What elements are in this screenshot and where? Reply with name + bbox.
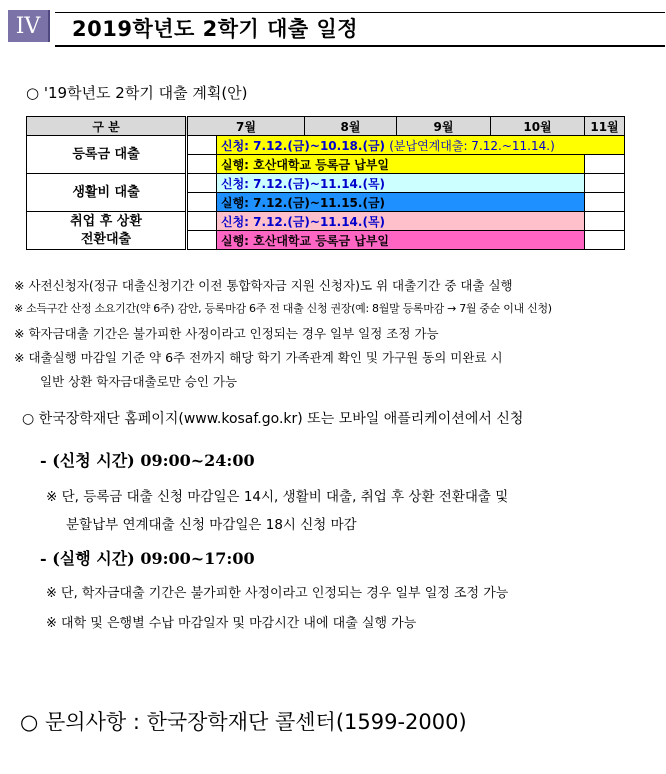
month-7: 7월: [187, 117, 305, 136]
table-row: [27, 212, 625, 231]
category-conversion: [27, 212, 187, 250]
plan-title: ○ '19학년도 2학기 대출 계획(안): [26, 84, 248, 102]
execute-bar-living: 실행: 7.12.(금)~11.15.(금): [217, 193, 585, 212]
table-row: [27, 136, 625, 155]
apply-note: (분납연계대출: 7.12.~11.14.): [389, 138, 555, 153]
page-title: 2019학년도 2학기 대출 일정: [72, 17, 359, 41]
apply-note-1: ※ 단, 등록금 대출 신청 마감일은 14시, 생활비 대출, 취업 후 상환 전환대출 및: [46, 489, 509, 505]
section-number-badge: IV: [8, 10, 50, 42]
category-line1: 취업 후 상환: [70, 213, 142, 229]
note-5: 일반 상환 학자금대출로만 승인 가능: [40, 374, 238, 389]
month-9: 9월: [397, 117, 491, 136]
table-row: [27, 174, 625, 193]
apply-bar-tuition: [217, 136, 625, 155]
category-line2: 전환대출: [80, 231, 132, 247]
apply-note-2: 분할납부 연계대출 신청 마감일은 18시 신청 마감: [66, 517, 357, 533]
exec-note-2: ※ 대학 및 은행별 수납 마감일자 및 마감시간 내에 대출 실행 가능: [46, 616, 417, 631]
note-1: ※ 사전신청자(정규 대출신청기간 이전 통합학자금 지원 신청자)도 위 대출기간 중 대출 실행: [14, 278, 513, 293]
table-header-row: [27, 117, 625, 136]
execute-bar-tuition: 실행: 호산대학교 등록금 납부일: [217, 155, 585, 174]
month-11: 11월: [585, 117, 625, 136]
note-3: ※ 학자금대출 기간은 불가피한 사정이라고 인정되는 경우 일부 일정 조정 가능: [14, 326, 439, 341]
apply-heading: ○ 한국장학재단 홈페이지(www.kosaf.go.kr) 또는 모바일 애플리케이션에서 신청: [22, 411, 524, 427]
col-header: 구 분: [27, 117, 187, 136]
execute-bar-conversion: 실행: 호산대학교 등록금 납부일: [217, 231, 585, 250]
note-2: ※ 소득구간 산정 소요기간(약 6주) 감안, 등록마감 6주 전 대출 신청 권장(예: 8월말 등록마감 → 7월 중순 이내 신청): [14, 302, 552, 315]
exec-note-1: ※ 단, 학자금대출 기간은 불가피한 사정이라고 인정되는 경우 일부 일정 조정 가능: [46, 586, 509, 601]
schedule-table: [26, 116, 625, 250]
category-living: 생활비 대출: [27, 174, 187, 212]
apply-time: - (신청 시간) 09:00~24:00: [40, 451, 255, 470]
category-tuition: 등록금 대출: [27, 136, 187, 174]
apply-bar-conversion: 신청: 7.12.(금)~11.14.(목): [217, 212, 585, 231]
exec-time: - (실행 시간) 09:00~17:00: [40, 549, 255, 568]
month-10: 10월: [491, 117, 585, 136]
month-8: 8월: [305, 117, 397, 136]
apply-text: 신청: 7.12.(금)~10.18.(금): [221, 138, 386, 153]
apply-bar-living: 신청: 7.12.(금)~11.14.(목): [217, 174, 585, 193]
note-4: ※ 대출실행 마감일 기준 약 6주 전까지 해당 학기 가족관계 확인 및 가구원 동의 미완료 시: [14, 350, 503, 365]
contact-info: ○ 문의사항 : 한국장학재단 콜센터(1599-2000): [20, 710, 467, 734]
